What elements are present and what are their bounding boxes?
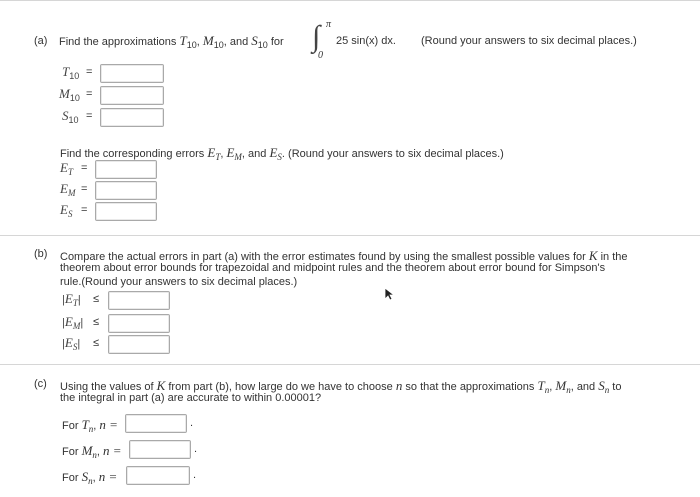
label-abs-em: $|E_M|$: [62, 314, 84, 331]
le-es: ≤: [93, 337, 100, 349]
label-abs-et: $|E_T|$: [62, 291, 81, 308]
part-b-marker: (b): [34, 248, 48, 260]
eq-em: =: [81, 183, 88, 195]
part-c-line2: the integral in part (a) are accurate to within 0.00001?: [60, 392, 322, 404]
bound-em-input[interactable]: [108, 314, 170, 333]
part-b-line3: rule.(Round your answers to six decimal places.): [60, 276, 298, 288]
mouse-pointer-icon: [384, 287, 396, 301]
bound-et-input[interactable]: [108, 291, 170, 310]
label-es: $E_S$: [60, 202, 73, 219]
m10-answer-input[interactable]: [100, 86, 164, 105]
part-a-marker: (a): [34, 35, 48, 47]
s10-answer-input[interactable]: [100, 108, 164, 127]
divider-a-b: [0, 235, 700, 236]
eq-m10: =: [86, 88, 93, 100]
label-et: $E_T$: [60, 160, 73, 177]
integral-lower-limit: 0: [318, 50, 323, 61]
n-for-tn-input[interactable]: [125, 414, 187, 433]
label-abs-es: $|E_S|$: [62, 335, 81, 352]
divider-b-c: [0, 364, 700, 365]
part-c-line1: Using the values of K from part (b), how large do we have to choose n so that the approximations $T_n$, $M_n$, and $S_n$ to: [60, 378, 622, 395]
label-m10: $M_{10}$: [59, 86, 80, 103]
label-t10: $T_{10}$: [62, 64, 80, 81]
error-t-input[interactable]: [95, 160, 157, 179]
eq-s10: =: [86, 110, 93, 122]
top-border: [0, 0, 700, 1]
label-em: $E_M$: [60, 181, 76, 198]
errors-question: Find the corresponding errors $E_T$, $E_M$, and $E_S$. (Round your answers to six decimal places.): [60, 145, 504, 162]
label-s10: $S_{10}$: [62, 108, 79, 125]
bound-es-input[interactable]: [108, 335, 170, 354]
round-note-a: (Round your answers to six decimal places.): [421, 35, 637, 47]
part-a-question: Find the approximations $T_{10}$, $M_{10}$, and $S_{10}$ for: [59, 33, 284, 50]
period-tn: .: [190, 417, 194, 429]
integral-upper-limit: π: [326, 19, 332, 30]
error-s-input[interactable]: [95, 202, 157, 221]
n-for-mn-input[interactable]: [129, 440, 191, 459]
le-et: ≤: [93, 293, 100, 305]
label-for-sn: For $S_n$, n =: [62, 469, 118, 486]
period-sn: .: [193, 469, 197, 481]
le-em: ≤: [93, 316, 100, 328]
part-b-line1: Compare the actual errors in part (a) with the error estimates found by using the smallest possible values for K in the: [60, 248, 628, 263]
part-c-marker: (c): [34, 378, 47, 390]
part-b-line2: theorem about error bounds for trapezoidal and midpoint rules and the theorem about error bound for Simpson's: [60, 262, 606, 274]
eq-t10: =: [86, 66, 93, 78]
t10-answer-input[interactable]: [100, 64, 164, 83]
integrand: 25 sin(x) dx.: [336, 35, 396, 47]
error-m-input[interactable]: [95, 181, 157, 200]
n-for-sn-input[interactable]: [126, 466, 190, 485]
integral-sign: ∫: [312, 20, 321, 53]
label-for-mn: For $M_n$, n =: [62, 443, 122, 460]
period-mn: .: [194, 443, 198, 455]
eq-es: =: [81, 204, 88, 216]
label-for-tn: For $T_n$, n =: [62, 417, 118, 434]
eq-et: =: [81, 162, 88, 174]
